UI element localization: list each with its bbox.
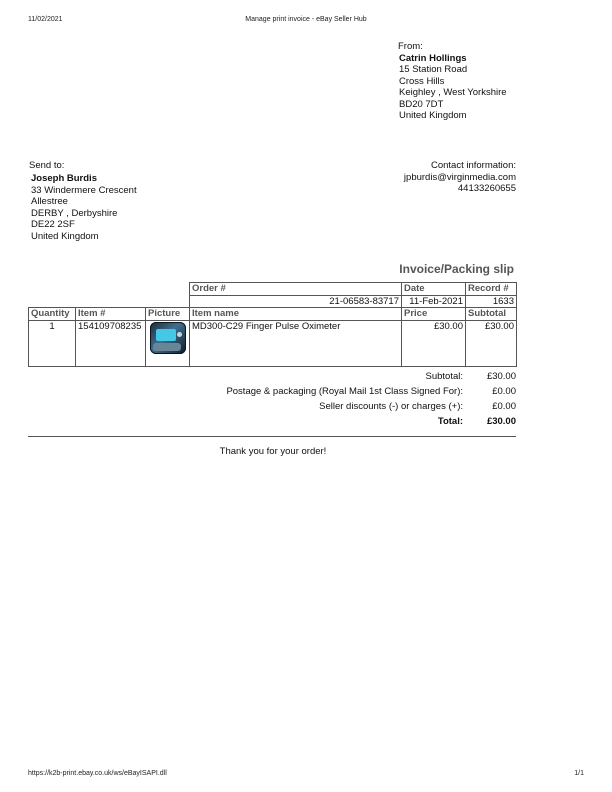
item-subtotal: £30.00 — [466, 320, 517, 366]
contact-label: Contact information: — [430, 160, 516, 171]
thank-you-message: Thank you for your order! — [219, 446, 327, 457]
items-header-row — [29, 308, 517, 321]
total-value: £30.00 — [486, 416, 516, 427]
document-title: Invoice/Packing slip — [399, 262, 514, 276]
send-to-line: United Kingdom — [31, 230, 99, 242]
from-label: From: — [398, 41, 423, 52]
record-number-header: Record # — [466, 283, 517, 296]
item-quantity: 1 — [29, 320, 76, 366]
send-to-address — [31, 173, 137, 242]
order-number-header: Order # — [190, 283, 402, 296]
print-page-title: Manage print invoice - eBay Seller Hub — [245, 16, 367, 23]
order-values-row — [29, 295, 517, 308]
from-line: BD20 7DT — [399, 98, 444, 110]
table-row — [29, 320, 517, 366]
print-date: 11/02/2021 — [28, 16, 63, 23]
from-name: Catrin Hollings — [399, 52, 467, 64]
item-number: 154109708235 — [76, 320, 146, 366]
send-to-line: Allestree — [31, 196, 68, 207]
subtotal-label: Subtotal: — [425, 371, 463, 382]
contact-email: jpburdis@virginmedia.com — [403, 171, 516, 183]
send-to-name: Joseph Burdis — [31, 173, 97, 184]
send-to-line: DERBY , Derbyshire — [31, 207, 118, 219]
item-price: £30.00 — [402, 320, 466, 366]
record-number: 1633 — [466, 295, 517, 308]
discounts-value: £0.00 — [492, 401, 516, 412]
total-label: Total: — [437, 416, 463, 427]
from-line: United Kingdom — [399, 110, 467, 121]
postage-value: £0.00 — [492, 386, 516, 397]
date-header: Date — [402, 283, 466, 296]
postage-label: Postage & packaging (Royal Mail 1st Class Signed For): — [226, 386, 463, 397]
item-picture-cell — [146, 320, 190, 366]
send-to-label: Send to: — [29, 160, 65, 171]
print-url: https://k2b-print.ebay.co.uk/ws/eBayISAPI.dll — [28, 770, 167, 777]
discounts-label: Seller discounts (-) or charges (+): — [319, 401, 463, 412]
order-number: 21-06583-83717 — [190, 295, 402, 308]
contact-information — [404, 160, 516, 195]
item-name: MD300-C29 Finger Pulse Oximeter — [190, 320, 402, 366]
from-line: Keighley , West Yorkshire — [399, 87, 507, 98]
order-date: 11-Feb-2021 — [402, 295, 466, 308]
divider — [28, 436, 516, 437]
price-header: Price — [402, 308, 466, 321]
invoice-table — [28, 282, 517, 367]
send-to-line: DE22 2SF — [31, 219, 75, 230]
from-line: Cross Hills — [399, 75, 445, 87]
item-number-header: Item # — [76, 308, 146, 321]
send-to-line: 33 Windermere Crescent — [31, 184, 137, 196]
picture-header: Picture — [146, 308, 190, 321]
from-line: 15 Station Road — [399, 64, 468, 75]
subtotal-header: Subtotal — [466, 308, 517, 321]
pulse-oximeter-photo — [150, 322, 186, 354]
order-header-row — [29, 283, 517, 296]
contact-phone: 44133260655 — [457, 183, 516, 194]
item-name-header: Item name — [190, 308, 402, 321]
subtotal-value: £30.00 — [486, 371, 516, 382]
page-number: 1/1 — [574, 770, 584, 777]
quantity-header: Quantity — [29, 308, 76, 321]
from-address — [399, 41, 507, 122]
